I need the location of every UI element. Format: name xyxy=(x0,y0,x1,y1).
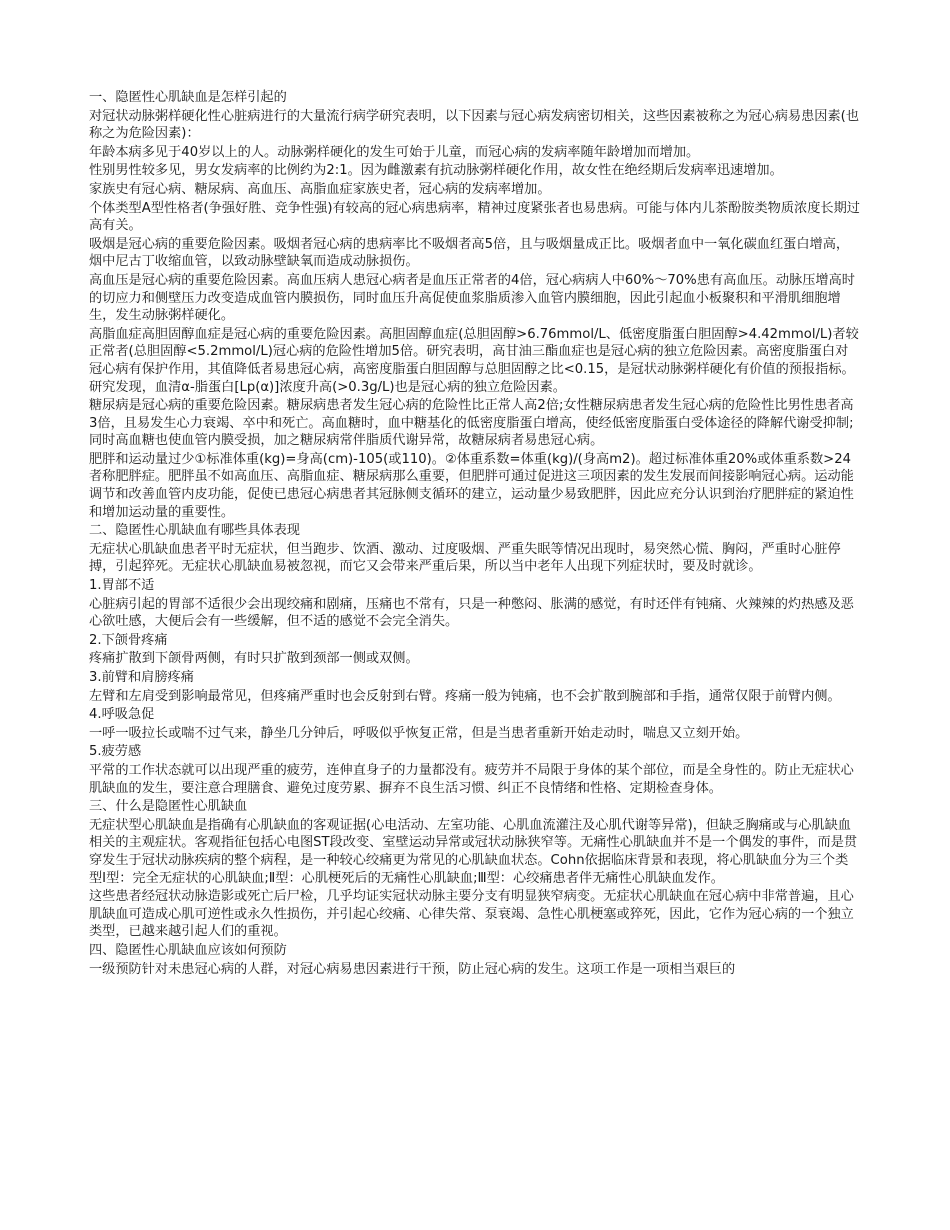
paragraph: 肥胖和运动量过少①标准体重(kg)=身高(cm)-105(或110)。②体重系数=体重(kg)/(身高m2)。超过标准体重20%或体重系数>24者称肥胖症。肥胖虽不如高血压、高脂血症、糖尿病那么重要，但肥胖可通过促进这三项因素的发生发展而间接影响冠心病。运动能调节和改善血管内皮功能，促使已患冠心病患者其冠脉侧支循环的建立，运动量少易致肥胖，因此应充分认识到治疗肥胖症的紧迫性和增加运动量的重要性。 xyxy=(89,451,854,520)
paragraph: 这些患者经冠状动脉造影或死亡后尸检，几乎均证实冠状动脉主要分支有明显狭窄病变。无症状心肌缺血在冠心病中非常普遍，且心肌缺血可造成心肌可逆性或永久性损伤，并引起心绞痛、心律失常、泵衰竭、急性心肌梗塞或猝死，因此，它作为冠心病的一个独立类型，已越来越引起人们的重视。 xyxy=(89,889,854,940)
paragraph: 左臂和左肩受到影响最常见，但疼痛严重时也会反射到右臂。疼痛一般为钝痛，也不会扩散到腕部和手指，通常仅限于前臂内侧。 xyxy=(89,688,841,704)
paragraph: 糖尿病是冠心病的重要危险因素。糖尿病患者发生冠心病的危险性比正常人高2倍;女性糖尿病患者发生冠心病的危险性比男性患者高3倍，且易发生心力衰竭、卒中和死亡。高血糖时，血中糖基化的低密度脂蛋白增高，使经低密度脂蛋白受体途径的降解代谢受抑制;同时高血糖也使血管内膜受损，加之糖尿病常伴脂质代谢异常，故糖尿病者易患冠心病。 xyxy=(89,398,854,449)
subheading: 3.前臂和肩膀疼痛 xyxy=(89,670,194,685)
subheading: 2.下颌骨疼痛 xyxy=(89,632,168,648)
paragraph: 一级预防针对未患冠心病的人群，对冠心病易患因素进行干预，防止冠心病的发生。这项工作是一项相当艰巨的 xyxy=(89,961,736,977)
paragraph: 高脂血症高胆固醇血症是冠心病的重要危险因素。高胆固醇血症(总胆固醇>6.76mmol/L、低密度脂蛋白胆固醇>4.42mmol/L)者较正常者(总胆固醇<5.2mmol/L)冠心病的危险性增加5倍。研究表明，高甘油三酯血症也是冠心病的独立危险因素。高密度脂蛋白对冠心病有保护作用，其值降低者易患冠心病，高密度脂蛋白胆固醇与总胆固醇之比<0.15，是冠状动脉粥样硬化有价值的预报指标。研究发现，血清α-脂蛋白[Lp(α)]浓度升高(>0.3g/L)也是冠心病的独立危险因素。 xyxy=(89,326,859,395)
paragraph: 高血压是冠心病的重要危险因素。高血压病人患冠心病者是血压正常者的4倍，冠心病病人中60%～70%患有高血压。动脉压增高时的切应力和侧壁压力改变造成血管内膜损伤，同时血压升高促使血浆脂质渗入血管内膜细胞，因此引起血小板聚积和平滑肌细胞增生，发生动脉粥样硬化。 xyxy=(89,272,855,324)
section-heading: 二、隐匿性心肌缺血有哪些具体表现 xyxy=(89,523,300,539)
paragraph: 平常的工作状态就可以出现严重的疲劳，连伸直身子的力量都没有。疲劳并不局限于身体的某个部位，而是全身性的。防止无症状心肌缺血的发生，要注意合理膳食、避免过度劳累、摒弃不良生活习惯、纠正不良情绪和性格、定期检查身体。 xyxy=(89,762,854,796)
section-heading: 三、什么是隐匿性心肌缺血 xyxy=(89,799,248,815)
paragraph: 疼痛扩散到下颌骨两侧，有时只扩散到颈部一侧或双侧。 xyxy=(89,651,419,667)
subheading: 1.胃部不适 xyxy=(89,578,155,594)
paragraph: 家族史有冠心病、糖尿病、高血压、高脂血症家族史者，冠心病的发病率增加。 xyxy=(89,181,551,197)
paragraph: 无症状型心肌缺血是指确有心肌缺血的客观证据(心电活动、左室功能、心肌血流灌注及心肌代谢等异常)，但缺乏胸痛或与心肌缺血相关的主观症状。客观指征包括心电图ST段改变、室壁运动异常或冠状动脉狭窄等。无痛性心肌缺血并不是一个偶发的事件，而是贯穿发生于冠状动脉疾病的整个病程，是一种较心绞痛更为常见的心肌缺血状态。Cohn依据临床背景和表现，将心肌缺血分为三个类型Ⅰ型：完全无症状的心肌缺血;Ⅱ型：心肌梗死后的无痛性心肌缺血;Ⅲ型：心绞痛患者伴无痛性心肌缺血发作。 xyxy=(89,817,858,886)
paragraph: 吸烟是冠心病的重要危险因素。吸烟者冠心病的患病率比不吸烟者高5倍，且与吸烟量成正比。吸烟者血中一氧化碳血红蛋白增高，烟中尼古丁收缩血管，以致动脉壁缺氧而造成动脉损伤。 xyxy=(89,236,850,270)
paragraph: 年龄本病多见于40岁以上的人。动脉粥样硬化的发生可始于儿童，而冠心病的发病率随年龄增加而增加。 xyxy=(89,144,700,160)
paragraph: 无症状心肌缺血患者平时无症状，但当跑步、饮酒、激动、过度吸烟、严重失眠等情况出现时，易突然心慌、胸闷，严重时心脏停搏，引起猝死。无症状心肌缺血易被忽视，而它又会带来严重后果，所以当中老年人出现下列症状时，要及时就诊。 xyxy=(89,541,841,575)
subheading: 5.疲劳感 xyxy=(89,744,142,760)
document-body xyxy=(89,89,861,979)
section-heading: 四、隐匿性心肌缺血应该如何预防 xyxy=(89,942,287,958)
section-heading: 一、隐匿性心肌缺血是怎样引起的 xyxy=(89,90,287,105)
paragraph: 心脏病引起的胃部不适很少会出现绞痛和剧痛，压痛也不常有，只是一种憋闷、胀满的感觉，有时还伴有钝痛、火辣辣的灼热感及恶心欲吐感，大便后会有一些缓解，但不适的感觉不会完全消失。 xyxy=(89,596,854,630)
paragraph: 个体类型A型性格者(争强好胜、竞争性强)有较高的冠心病患病率，精神过度紧张者也易患病。可能与体内儿茶酚胺类物质浓度长期过高有关。 xyxy=(89,200,860,234)
paragraph: 对冠状动脉粥样硬化性心脏病进行的大量流行病学研究表明，以下因素与冠心病发病密切相关，这些因素被称之为冠心病易患因素(也称之为危险因素)： xyxy=(89,108,860,142)
paragraph: 性别男性较多见，男女发病率的比例约为2:1。因为雌激素有抗动脉粥样硬化作用，故女性在绝经期后发病率迅速增加。 xyxy=(89,163,783,179)
subheading: 4.呼吸急促 xyxy=(89,707,155,723)
paragraph: 一呼一吸拉长或喘不过气来，静坐几分钟后，呼吸似乎恢复正常，但是当患者重新开始走动时，喘息又立刻开始。 xyxy=(89,725,749,741)
